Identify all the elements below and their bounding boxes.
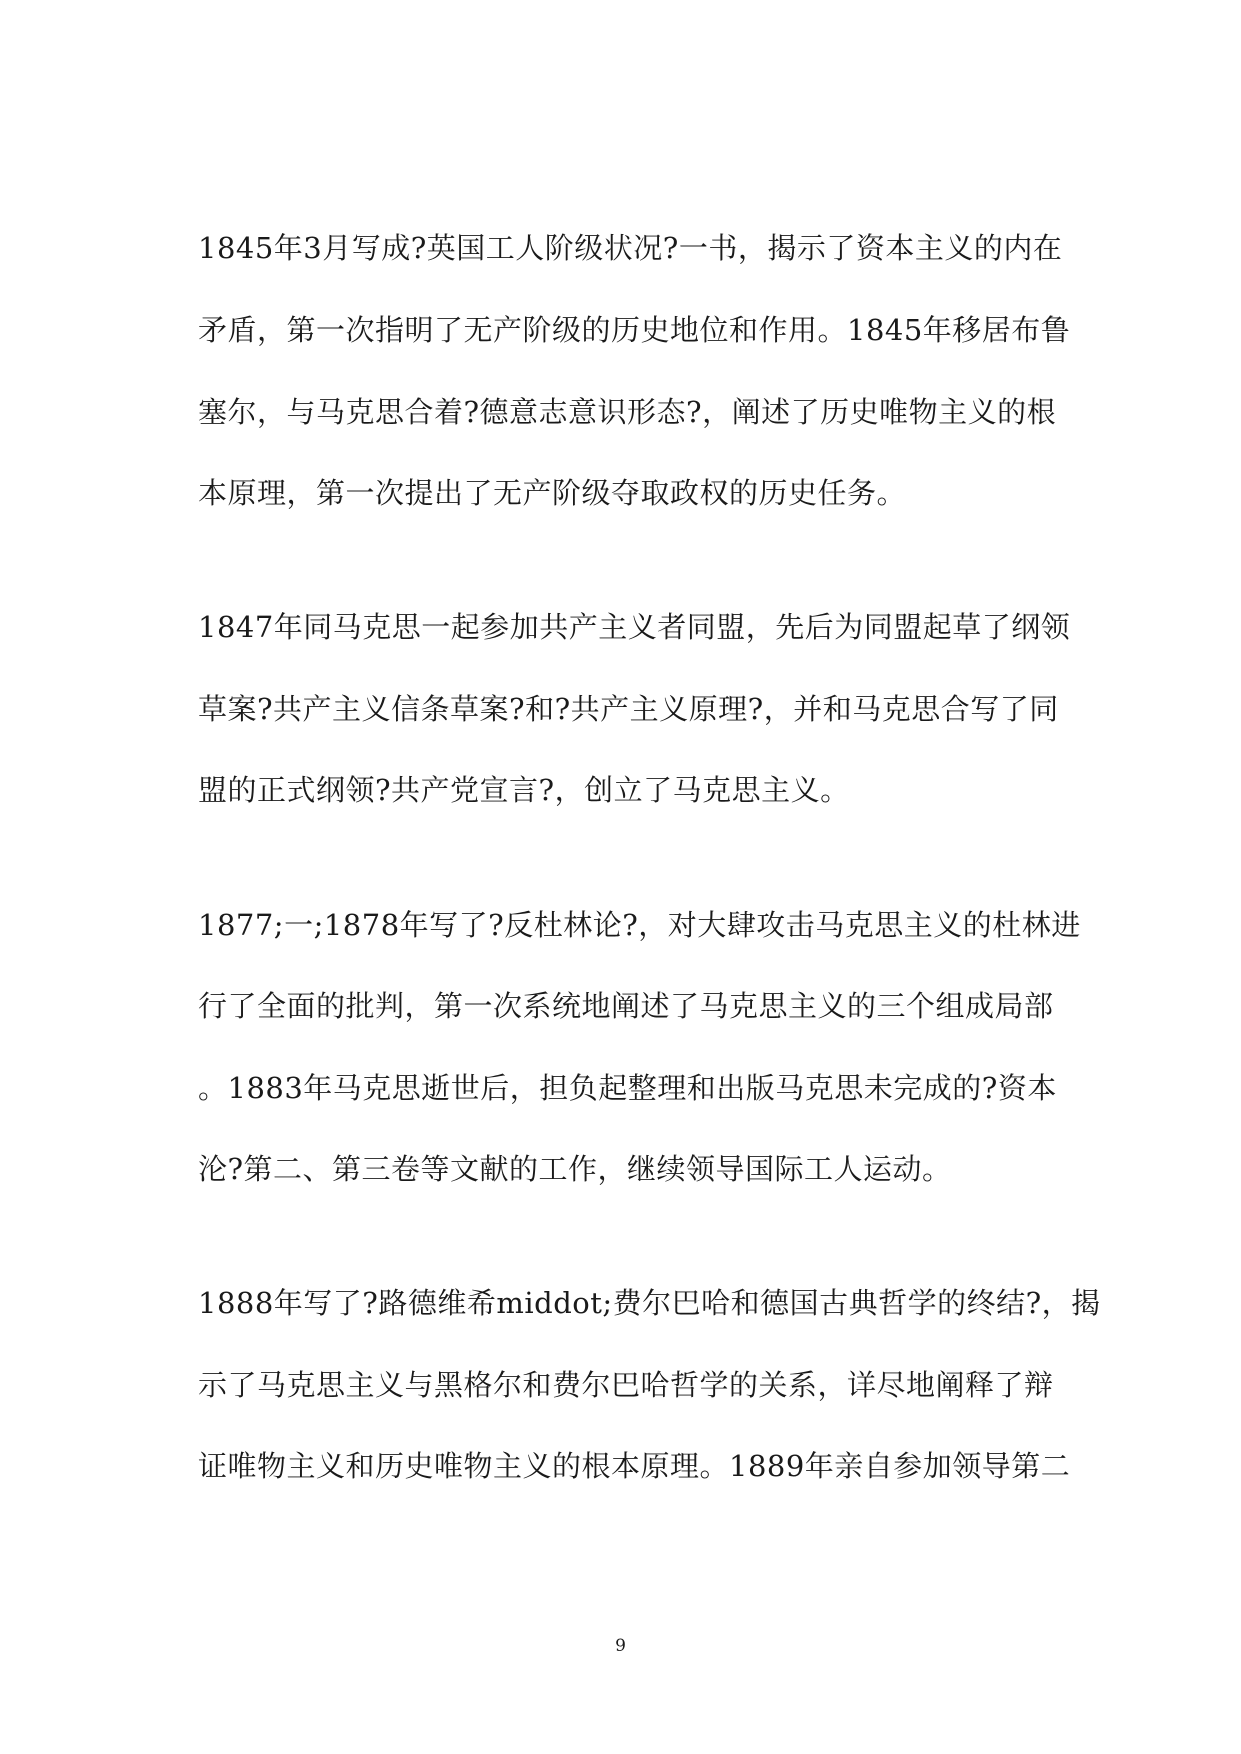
paragraph-line: 证唯物主义和历史唯物主义的根本原理。1889年亲自参加领导第二	[198, 1449, 1071, 1483]
paragraph-line: 本原理，第一次提出了无产阶级夺取政权的历史任务。	[198, 476, 907, 510]
paragraph-line: 盟的正式纲领?共产党宣言?，创立了马克思主义。	[198, 773, 850, 807]
paragraph-line: 1877;一;1878年写了?反杜林论?，对大肆攻击马克思主义的杜林进	[198, 908, 1081, 942]
paragraph-line: 塞尔，与马克思合着?德意志意识形态?，阐述了历史唯物主义的根	[198, 395, 1057, 429]
paragraph-line: 示了马克思主义与黑格尔和费尔巴哈哲学的关系，详尽地阐释了辩	[198, 1368, 1054, 1402]
paragraph-line: 矛盾，第一次指明了无产阶级的历史地位和作用。1845年移居布鲁	[198, 313, 1071, 347]
page-number: 9	[615, 1636, 626, 1656]
paragraph-line: 草案?共产主义信条草案?和?共产主义原理?，并和马克思合写了同	[198, 692, 1059, 726]
paragraph-line: 1845年3月写成?英国工人阶级状况?一书，揭示了资本主义的内在	[198, 231, 1063, 265]
paragraph-line: 1888年写了?路德维希middot;费尔巴哈和德国古典哲学的终结?，揭	[198, 1286, 1101, 1320]
paragraph-line: 沦?第二、第三卷等文献的工作，继续领导国际工人运动。	[198, 1152, 952, 1186]
paragraph-line: 行了全面的批判，第一次系统地阐述了马克思主义的三个组成局部	[198, 989, 1054, 1023]
paragraph-line: 1847年同马克思一起参加共产主义者同盟，先后为同盟起草了纲领	[198, 610, 1071, 644]
paragraph-line: 。1883年马克思逝世后，担负起整理和出版马克思未完成的?资本	[198, 1071, 1057, 1105]
